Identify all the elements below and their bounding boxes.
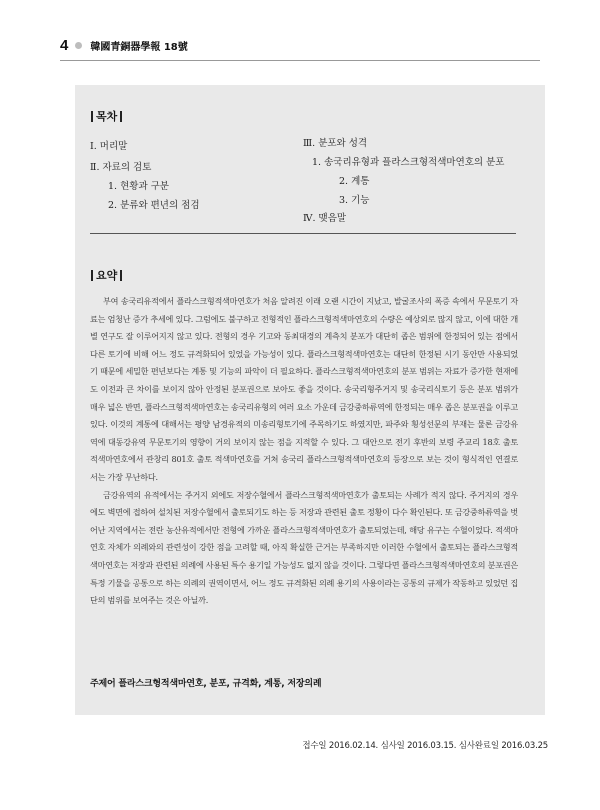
journal-title: 韓國青銅器學報 18號	[90, 41, 188, 53]
heading-bar-icon	[91, 270, 93, 281]
abstract-body	[90, 293, 518, 610]
toc-item: 2. 분류와 편년의 점검	[108, 200, 200, 211]
toc-item: 1. 송국리유형과 플라스크형적색마연호의 분포	[312, 157, 505, 168]
toc-item: 1. 현황과 구분	[108, 181, 169, 192]
abstract-paragraph: 금강유역의 유적에서는 주거지 외에도 저장수혈에서 플라스크형적색마연호가 출토되는 사례가 적지 않다. 주거지의 경우에도 벽면에 접하여 설치된 저장수혈에서 출토되기도 하는 등 저장과 관련된 출토 정황이 다수 확인된다. 또 금강중하류역을 벗어난 지역에서는 전란 농산유적에서만 전형에 가까운 플라스크형적색마연호가 출토되었는데, 해당 유구는 수혈이었다. 적색마연호 자체가 의례와의 관련성이 강한 점을 고려할 때, 아직 확실한 근거는 부족하지만 이러한 수혈에서 출토되는 플라스크형적색마연호는 저장과 관련된 의례에 사용된 특수 용기일 가능성도 없지 않을 것이다. 그렇다면 플라스크형적색마연호의 분포권은 특정 기물을 공통으로 하는 의례의 권역이면서, 어느 정도 규격화된 의례 용기의 사용이라는 공통의 규제가 작동하고 있었던 집단의 범위를 보여주는 것은 아닐까.	[90, 489, 518, 606]
abstract-heading	[90, 267, 123, 283]
toc-item: 3. 기능	[339, 195, 370, 206]
toc-item: Ⅳ. 맺음말	[303, 213, 347, 224]
abstract-paragraph: 부여 송국리유적에서 플라스크형적색마연호가 처음 알려진 이래 오랜 시간이 지났고, 발굴조사의 폭증 속에서 무문토기 자료는 엄청난 증가 추세에 있다. 그럼에도 불구하고 전형적인 플라스크형적색마연호의 수량은 예상외로 많지 않고, 이에 대한 개별 연구도 잘 이루어지지 않고 있다. 전형의 경우 기고와 동최대경의 계측치 분포가 대단히 좁은 범위에 한정되어 있는 점에서 다른 토기에 비해 어느 정도 규격화되어 있었을 가능성이 있다. 플라스크형적색마연호는 대단히 한정된 시기 동안만 사용되었기 때문에 세밀한 편년보다는 계통 및 기능의 파악이 더 필요하다. 플라스크형적색마연호의 분포 범위는 자료가 증가한 현재에도 이전과 큰 차이를 보이지 않아 안정된 분포권으로 보아도 좋을 것이다. 송국리형주거지 및 송국리식토기 등은 분포 범위가 매우 넓은 반면, 플라스크형적색마연호는 송국리유형의 여러 요소 가운데 금강중하류역에 한정되는 매우 좁은 분포권을 이루고 있다. 이것의 계통에 대해서는 평양 남경유적의 미송리형토기에 주목하기도 하였지만, 파주와 횡성선문의 부재는 물론 금강유역에 대동강유역 무문토기의 영향이 거의 보이지 않는 점을 지적할 수 있다. 그 대안으로 전기 후반의 보령 주교리 18호 출토 적색마연호에서 관창리 801호 출토 적색마연호를 거쳐 송국리 플라스크형적색마연호의 등장으로 보는 것이 형식적인 연결로서는 가장 무난하다.	[90, 296, 518, 482]
bullet-dot-icon	[75, 42, 82, 49]
contents-heading-text: 목차	[96, 110, 118, 123]
header-divider	[60, 60, 540, 61]
toc-item: Ⅲ. 분포와 성격	[303, 138, 368, 149]
heading-bar-icon	[120, 111, 122, 122]
keywords: 주제어 플라스크형적색마연호, 분포, 규격화, 계통, 저장의례	[90, 679, 322, 689]
abstract-heading-text: 요약	[96, 269, 118, 282]
toc-item: Ⅰ. 머리말	[90, 141, 128, 152]
heading-bar-icon	[120, 270, 122, 281]
toc-item: Ⅱ. 자료의 검토	[90, 162, 152, 173]
heading-bar-icon	[91, 111, 93, 122]
contents-heading	[90, 108, 123, 124]
running-header	[60, 34, 188, 56]
submission-dates: 접수일 2016.02.14. 심사일 2016.03.15. 심사완료일 2016.03.25	[302, 741, 548, 751]
page-number: 4	[60, 36, 69, 54]
toc-item: 2. 계통	[339, 176, 370, 187]
contents-divider	[90, 233, 516, 234]
